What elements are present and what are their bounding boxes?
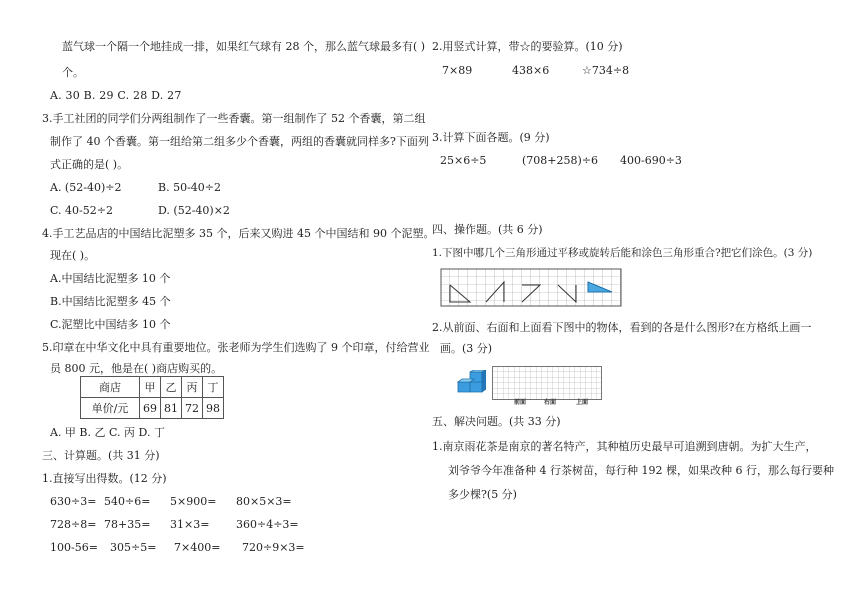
view-label-front: 前面 <box>514 399 527 406</box>
sol1-line2: 刘爷爷今年准备种 4 行茶树苗，每行种 192 棵，如果改种 6 行，那么每行要种 <box>448 464 834 477</box>
q3-line2: 制作了 40 个香囊。第一组给第二组多少个香囊，两组的香囊就同样多?下面列 <box>50 135 429 148</box>
section5-title: 五、解决问题。(共 33 分) <box>432 415 561 428</box>
q4-line2: 现在( )。 <box>50 249 96 262</box>
calc-item: 360÷4÷3= <box>236 518 299 531</box>
view-grid <box>492 366 602 400</box>
calc-item: 7×400= <box>174 541 221 554</box>
table-cell: 81 <box>161 398 182 419</box>
table-cell: 72 <box>182 398 203 419</box>
calc3-item: 25×6÷5 <box>440 154 487 167</box>
cube-stack-icon <box>456 370 486 394</box>
view-label-right: 右面 <box>544 399 557 406</box>
q2-continuation-line2: 个。 <box>62 66 84 79</box>
q3-option-a: A. (52-40)÷2 <box>50 181 122 194</box>
q3-line1: 3.手工社团的同学们分两组制作了一些香囊。第一组制作了 52 个香囊，第二组 <box>42 112 426 125</box>
sol1-line1: 1.南京雨花茶是南京的著名特产，其种植历史最早可追溯到唐朝。为扩大生产， <box>432 440 817 453</box>
table-cell: 69 <box>140 398 161 419</box>
calc-item: 31×3= <box>170 518 210 531</box>
q3-option-d: D. (52-40)×2 <box>158 204 230 217</box>
q5-line1: 5.印章在中华文化中具有重要地位。张老师为学生们选购了 9 个印章，付给营业 <box>42 341 430 354</box>
table-cell: 丙 <box>182 377 203 398</box>
calc-item: 728÷8= <box>50 518 97 531</box>
q3-option-b: B. 50-40÷2 <box>158 181 222 194</box>
table-cell: 丁 <box>203 377 224 398</box>
q4-line1: 4.手工艺品店的中国结比泥塑多 35 个，后来又购进 45 个中国结和 90 个泥塑。 <box>42 227 435 240</box>
q4-option-c: C.泥塑比中国结多 10 个 <box>50 318 171 331</box>
calc3-item: (708+258)÷6 <box>522 154 599 167</box>
q2-continuation-line1: 蓝气球一个隔一个地挂成一排，如果红气球有 28 个，那么蓝气球最多有( ) <box>62 40 426 53</box>
price-table <box>80 376 224 419</box>
table-cell: 单价/元 <box>81 398 140 419</box>
q2-options: A. 30 B. 29 C. 28 D. 27 <box>50 89 182 102</box>
view-grid-figure <box>492 366 602 400</box>
q5-line2: 员 800 元，他是在( )商店购买的。 <box>50 362 223 375</box>
q4-option-a: A.中国结比泥塑多 10 个 <box>50 272 171 285</box>
op2-line1: 2.从前面、右面和上面看下图中的物体，看到的各是什么图形?在方格纸上画一 <box>432 321 812 334</box>
sol1-line3: 多少棵?(5 分) <box>448 488 517 501</box>
calc2-item: 438×6 <box>512 64 550 77</box>
table-row <box>81 398 224 419</box>
table-cell: 商店 <box>81 377 140 398</box>
view-label-top: 上面 <box>576 399 589 406</box>
calc-item: 630÷3= <box>50 495 97 508</box>
calc-item: 80×5×3= <box>236 495 292 508</box>
calc-item: 5×900= <box>170 495 217 508</box>
table-header-row <box>81 377 224 398</box>
calc3-title: 3.计算下面各题。(9 分) <box>432 131 550 144</box>
q4-option-b: B.中国结比泥塑多 45 个 <box>50 295 171 308</box>
calc-item: 78+35= <box>104 518 151 531</box>
calc-item: 540÷6= <box>104 495 151 508</box>
table-cell: 甲 <box>140 377 161 398</box>
op1-text: 1.下图中哪几个三角形通过平移或旋转后能和涂色三角形重合?把它们涂色。(3 分) <box>432 247 813 259</box>
calc-item: 305÷5= <box>110 541 157 554</box>
section3-title: 三、计算题。(共 31 分) <box>42 449 160 462</box>
q3-line3: 式正确的是( )。 <box>50 158 129 171</box>
calc2-title: 2.用竖式计算，带☆的要验算。(10 分) <box>432 40 623 53</box>
q3-option-c: C. 40-52÷2 <box>50 204 113 217</box>
calc2-item: ☆734÷8 <box>582 64 630 77</box>
op2-line2: 画。(3 分) <box>440 342 493 355</box>
calc1-title: 1.直接写出得数。(12 分) <box>42 472 167 485</box>
triangle-grid <box>440 268 622 308</box>
calc-item: 100-56= <box>50 541 98 554</box>
q5-options: A. 甲 B. 乙 C. 丙 D. 丁 <box>50 426 165 439</box>
table-cell: 乙 <box>161 377 182 398</box>
section4-title: 四、操作题。(共 6 分) <box>432 223 543 236</box>
cube-figure <box>456 370 486 394</box>
table-cell: 98 <box>203 398 224 419</box>
calc3-item: 400-690÷3 <box>620 154 682 167</box>
calc-item: 720÷9×3= <box>242 541 305 554</box>
triangle-grid-figure <box>440 268 622 308</box>
calc2-item: 7×89 <box>442 64 473 77</box>
